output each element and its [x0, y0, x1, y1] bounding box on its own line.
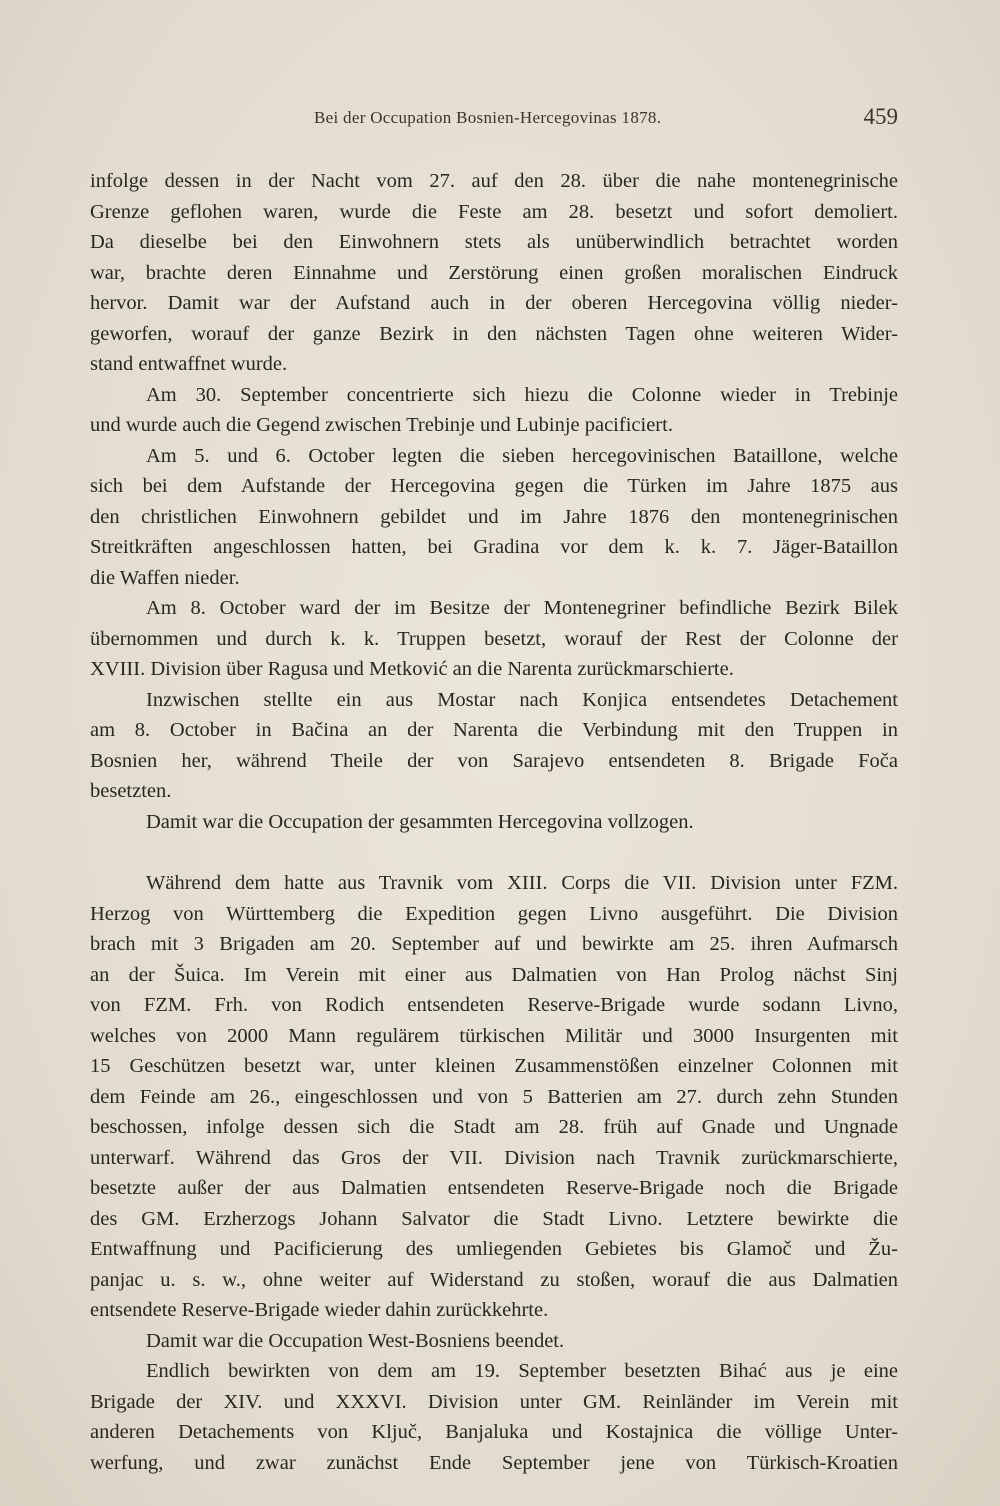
text-line: war, brachte deren Einnahme und Zerstörung einen großen moralischen Eindruck — [90, 261, 898, 284]
text-line: dem Feinde am 26., eingeschlossen und von 5 Batterien am 27. durch zehn Stunden — [90, 1085, 898, 1108]
page-header — [90, 104, 898, 144]
text-line: Grenze geflohen waren, wurde die Feste am 28. besetzt und sofort demoliert. — [90, 200, 898, 223]
text-line: Damit war die Occupation der gesammten Hercegovina vollzogen. — [146, 810, 694, 833]
text-line: werfung, und zwar zunächst Ende September jene von Türkisch-Kroatien — [90, 1451, 898, 1474]
text-line: Brigade der XIV. und XXXVI. Division unter GM. Reinländer im Verein mit — [90, 1390, 898, 1413]
text-line: am 8. October in Bačina an der Narenta die Verbindung mit den Truppen in — [90, 719, 898, 741]
text-line: beschossen, infolge dessen sich die Stadt am 28. früh auf Gnade und Ungnade — [90, 1116, 898, 1138]
running-head: Bei der Occupation Bosnien-Hercegovinas 1878. — [314, 108, 662, 127]
text-line: die Waffen nieder. — [90, 566, 240, 589]
paragraph — [90, 1356, 898, 1478]
text-line: und wurde auch die Gegend zwischen Trebinje und Lubinje pacificiert. — [90, 414, 673, 436]
text-line: anderen Detachements von Ključ, Banjaluka und Kostajnica die völlige Unter- — [90, 1421, 898, 1443]
paragraph — [90, 380, 898, 441]
paragraph — [90, 441, 898, 594]
text-line: Am 5. und 6. October legten die sieben hercegovinischen Bataillone, welche — [146, 444, 898, 467]
text-line: welches von 2000 Mann regulärem türkischen Militär und 3000 Insurgenten mit — [90, 1024, 898, 1047]
paragraph — [90, 166, 898, 380]
text-line: Inzwischen stellte ein aus Mostar nach Konjica entsendetes Detachement — [146, 688, 898, 711]
page-number: 459 — [863, 104, 898, 129]
text-line: besetzte außer der aus Dalmatien entsendeten Reserve-Brigade noch die Brigade — [90, 1177, 898, 1199]
paragraph — [90, 685, 898, 807]
text-line: besetzten. — [90, 780, 172, 802]
text-line: Da dieselbe bei den Einwohnern stets als unüberwindlich betrachtet worden — [90, 231, 898, 253]
body-text — [90, 166, 898, 1478]
text-line: den christlichen Einwohnern gebildet und im Jahre 1876 den montenegrinischen — [90, 505, 898, 528]
section-gap — [90, 837, 898, 868]
text-line: 15 Geschützen besetzt war, unter kleinen Zusammenstößen einzelner Colonnen mit — [90, 1055, 898, 1077]
paragraph — [90, 807, 898, 838]
text-line: an der Šuica. Im Verein mit einer aus Dalmatien von Han Prolog nächst Sinj — [90, 963, 898, 986]
text-line: Streitkräften angeschlossen hatten, bei Gradina vor dem k. k. 7. Jäger-Bataillon — [90, 536, 898, 558]
text-line: Entwaffnung und Pacificierung des umliegenden Gebietes bis Glamoč und Žu- — [90, 1238, 898, 1260]
text-line: entsendete Reserve-Brigade wieder dahin zurückkehrte. — [90, 1299, 549, 1321]
text-line: XVIII. Division über Ragusa und Metković an die Narenta zurückmarschierte. — [90, 658, 734, 680]
paragraph — [90, 868, 898, 1326]
text-line: panjac u. s. w., ohne weiter auf Widerstand zu stoßen, worauf die aus Dalmatien — [90, 1268, 898, 1291]
text-line: infolge dessen in der Nacht vom 27. auf den 28. über die nahe montenegrinische — [90, 170, 898, 192]
text-line: übernommen und durch k. k. Truppen besetzt, worauf der Rest der Colonne der — [90, 627, 898, 650]
text-line: geworfen, worauf der ganze Bezirk in den nächsten Tagen ohne weiteren Wider- — [90, 322, 898, 345]
text-line: des GM. Erzherzogs Johann Salvator die Stadt Livno. Letztere bewirkte die — [90, 1207, 898, 1230]
text-line: hervor. Damit war der Aufstand auch in der oberen Hercegovina völlig nieder- — [90, 292, 898, 314]
text-line: Am 8. October ward der im Besitze der Montenegriner befindliche Bezirk Bilek — [146, 597, 898, 619]
text-line: Herzog von Württemberg die Expedition gegen Livno ausgeführt. Die Division — [90, 902, 898, 925]
text-line: brach mit 3 Brigaden am 20. September auf und bewirkte am 25. ihren Aufmarsch — [90, 933, 898, 955]
text-line: Damit war die Occupation West-Bosniens beendet. — [146, 1329, 565, 1352]
paragraph — [90, 593, 898, 685]
text-line: Bosnien her, während Theile der von Sarajevo entsendeten 8. Brigade Foča — [90, 749, 898, 772]
text-line: stand entwaffnet wurde. — [90, 353, 288, 375]
text-line: sich bei dem Aufstande der Hercegovina gegen die Türken im Jahre 1875 aus — [90, 475, 898, 497]
text-line: von FZM. Frh. von Rodich entsendeten Reserve-Brigade wurde sodann Livno, — [90, 994, 898, 1016]
text-line: Während dem hatte aus Travnik vom XIII. Corps die VII. Division unter FZM. — [146, 872, 898, 894]
text-line: unterwarf. Während das Gros der VII. Division nach Travnik zurückmarschierte, — [90, 1146, 898, 1169]
paragraph — [90, 1326, 898, 1357]
text-line: Am 30. September concentrierte sich hiezu die Colonne wieder in Trebinje — [146, 383, 898, 406]
text-line: Endlich bewirkten von dem am 19. September besetzten Bihać aus je eine — [146, 1360, 898, 1382]
